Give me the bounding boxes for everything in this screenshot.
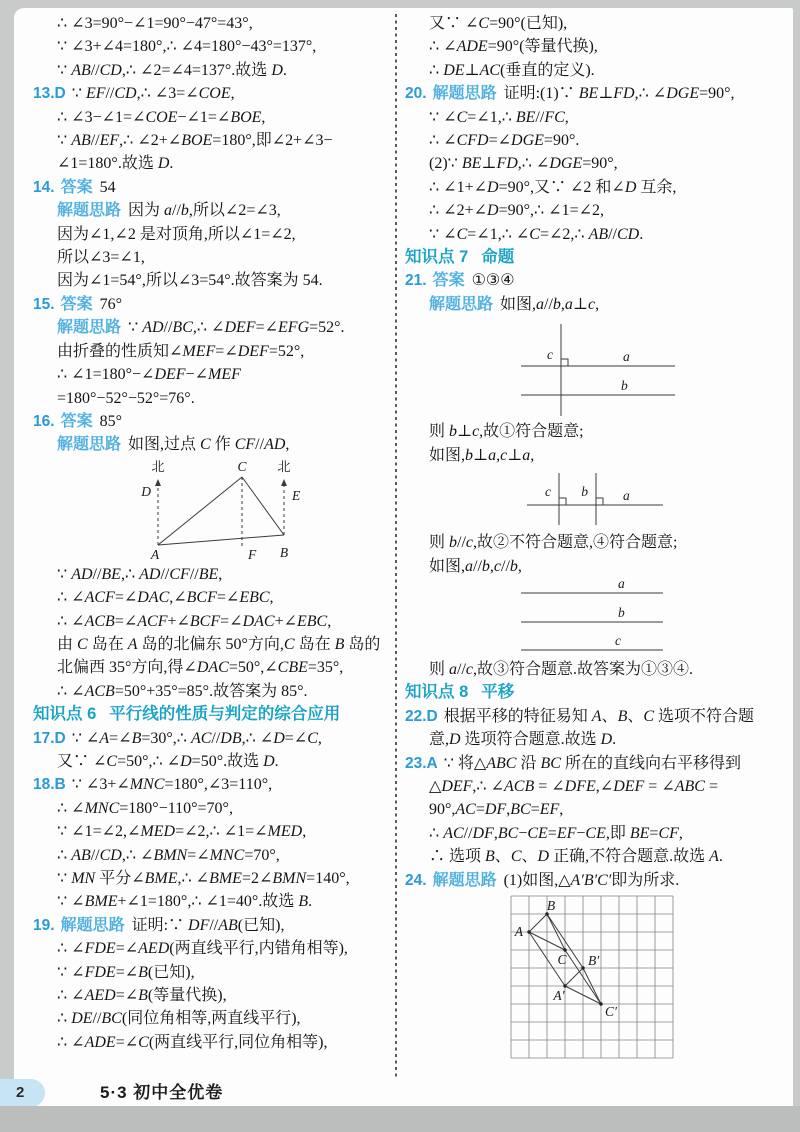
- solution-text: 90°,AC=DF,BC=EF,: [429, 801, 564, 819]
- solution-text: ∵ ∠A=∠B=30°,∴ AC//DB,∴ ∠D=∠C,: [71, 729, 322, 747]
- knowledge-point-title: 命题: [481, 248, 515, 267]
- svg-text:C′: C′: [605, 1003, 617, 1019]
- solution-text: ∠1=180°.故选 D.: [57, 155, 174, 173]
- solution-line: [405, 822, 791, 845]
- solution-text: =180°−52°−52°=76°.: [57, 389, 195, 407]
- knowledge-point-title: 平移: [481, 683, 515, 702]
- solution-text: 则 b//c,故②不符合题意,④符合题意;: [429, 534, 678, 552]
- solution-text: ∴ AB//CD,∴ ∠BMN=∠MNC=70°,: [57, 846, 280, 864]
- solution-line: [33, 890, 389, 913]
- solution-line: [405, 223, 791, 246]
- solution-label: 解题思路: [432, 871, 497, 889]
- item-number: 22.D: [405, 707, 438, 725]
- solution-line: [33, 937, 389, 960]
- solution-text: △DEF,∴ ∠ACB = ∠DFE,∠DEF = ∠ABC =: [429, 777, 718, 795]
- solution-line: [33, 680, 389, 703]
- solution-label: 解题思路: [60, 916, 125, 934]
- solution-line: [33, 563, 389, 586]
- page-number-badge: [0, 1079, 45, 1107]
- solution-text: 又∵ ∠C=90°(已知),: [429, 15, 568, 32]
- solution-line: [405, 35, 791, 58]
- svg-text:b: b: [621, 378, 628, 394]
- solution-line: [405, 531, 791, 554]
- solution-line: [405, 845, 791, 868]
- solution-text: 如图,过点 C 作 CF//AD,: [128, 436, 290, 454]
- solution-line: [405, 82, 791, 105]
- item-number: 16.: [33, 412, 55, 430]
- svg-text:B′: B′: [588, 952, 600, 968]
- solution-line: [405, 269, 791, 292]
- figure-bearing-wrap: [128, 459, 389, 561]
- solution-text: 54: [99, 178, 116, 196]
- solution-line: [33, 844, 389, 867]
- solution-line: [33, 387, 389, 410]
- solution-text: ∴ ∠3=90°−∠1=90°−47°=43°,: [57, 15, 253, 32]
- solution-line: [33, 914, 389, 937]
- solution-label: 解题思路: [57, 202, 122, 220]
- solution-line: [405, 199, 791, 222]
- solution-text: ∵ AD//BE,∴ AD//CF//BE,: [57, 565, 223, 583]
- solution-text: ∴ DE//BC(同位角相等,两直线平行),: [57, 1010, 301, 1028]
- svg-text:A: A: [150, 546, 160, 561]
- page-footer: [14, 1079, 793, 1107]
- svg-text:b: b: [581, 484, 588, 500]
- figure-perp2: [523, 469, 673, 529]
- solution-text: ∴ ∠1=180°−∠DEF−∠MEF: [57, 366, 241, 384]
- solution-text: ∵ ∠3+∠4=180°,∴ ∠4=180°−43°=137°,: [57, 38, 317, 56]
- solution-line: [405, 129, 791, 152]
- solution-text: 北偏西 35°方向,得∠DAC=50°,∠CBE=35°,: [57, 659, 344, 677]
- figure-grid-wrap: [509, 894, 791, 1060]
- solution-text: ∵ ∠C=∠1,∴ BE//FC,: [429, 108, 569, 126]
- bottom-frame-bar: [0, 1106, 800, 1132]
- svg-text:北: 北: [277, 458, 291, 474]
- solution-text: (2)∵ BE⊥FD,∴ ∠DGE=90°,: [429, 155, 618, 173]
- knowledge-point-number: 知识点 8: [405, 683, 469, 702]
- solution-line: [33, 129, 389, 152]
- svg-text:F: F: [248, 546, 257, 561]
- solution-text: 则 b⊥c,故①符合题意;: [429, 423, 584, 441]
- item-number: 14.: [33, 178, 55, 196]
- solution-line: [33, 152, 389, 175]
- solution-text: ∴ ∠MNC=180°−110°=70°,: [57, 799, 233, 817]
- solution-text: ∵ AD//BC,∴ ∠DEF=∠EFG=52°.: [128, 319, 345, 337]
- solution-text: ∵ ∠BME+∠1=180°,∴ ∠1=40°.故选 B.: [57, 893, 313, 911]
- solution-text: 又∵ ∠C=50°,∴ ∠D=50°.故选 D.: [57, 752, 279, 770]
- item-number: 19.: [33, 916, 55, 934]
- solution-line: [33, 246, 389, 269]
- solution-line: [405, 293, 791, 316]
- figure-par3-wrap: [518, 580, 791, 656]
- solution-text: ∵ 将△ABC 沿 BC 所在的直线向右平移得到: [443, 754, 741, 772]
- solution-text: ∴ DE⊥AC(垂直的定义).: [429, 61, 595, 79]
- solution-line: [405, 106, 791, 129]
- svg-text:D: D: [141, 483, 151, 499]
- knowledge-point-number: 知识点 6: [33, 705, 97, 724]
- solution-text: ∴ ∠ACF=∠DAC,∠BCF=∠EBC,: [57, 589, 274, 607]
- item-number: 15.: [33, 295, 55, 313]
- solution-text: 因为∠1,∠2 是对顶角,所以∠1=∠2,: [57, 225, 296, 243]
- item-number: 17.D: [33, 729, 66, 747]
- figure-par3: [518, 580, 668, 656]
- solution-line: [405, 420, 791, 443]
- solution-line: [33, 820, 389, 843]
- solution-text: 由折叠的性质知∠MEF=∠DEF=52°,: [57, 342, 305, 360]
- solution-text: ∴ AC//DF,BC−CE=EF−CE,即 BE=CF,: [429, 824, 683, 842]
- solution-text: 因为 a//b,所以∠2=∠3,: [128, 202, 281, 220]
- solution-text: 如图,b⊥a,c⊥a,: [429, 446, 535, 464]
- solution-line: [33, 59, 389, 82]
- solution-text: 所以∠3=∠1,: [57, 249, 145, 267]
- solution-text: 76°: [99, 295, 122, 313]
- solution-text: 因为∠1=54°,所以∠3=54°.故答案为 54.: [57, 272, 323, 290]
- solution-label: 答案: [432, 272, 465, 290]
- solution-line: [33, 363, 389, 386]
- solution-line: [405, 752, 791, 775]
- svg-text:北: 北: [151, 458, 165, 474]
- item-number: 24.: [405, 871, 427, 889]
- figure-perp1-wrap: [513, 318, 791, 418]
- solution-line: [33, 797, 389, 820]
- item-number: 18.B: [33, 776, 66, 794]
- figure-perp2-wrap: [523, 469, 791, 529]
- solution-text: 意,D 选项符合题意.故选 D.: [429, 731, 617, 749]
- solution-line: [33, 984, 389, 1007]
- solution-text: ∴ ∠CFD=∠DGE=90°.: [429, 132, 580, 150]
- figure-perp1: [513, 318, 683, 418]
- solution-text: ∵ AB//CD,∴ ∠2=∠4=137°.故选 D.: [57, 61, 287, 79]
- solution-text: ∵ AB//EF,∴ ∠2+∠BOE=180°,即∠2+∠3−: [57, 132, 333, 150]
- solution-text: ∵ ∠C=∠1,∴ ∠C=∠2,∴ AB//CD.: [429, 225, 644, 243]
- solution-label: 解题思路: [429, 295, 494, 313]
- solution-line: [33, 727, 389, 750]
- solution-line: [33, 610, 389, 633]
- item-number: 13.D: [33, 85, 66, 103]
- solution-line: [405, 444, 791, 467]
- knowledge-point-header: [405, 681, 791, 704]
- solution-text: 则 a//c,故③符合题意.故答案为①③④.: [429, 660, 694, 678]
- solution-line: [33, 82, 389, 105]
- svg-text:a: a: [618, 579, 625, 591]
- solution-line: [33, 1031, 389, 1054]
- solution-line: [405, 555, 791, 578]
- solution-text: 证明:(1)∵ BE⊥FD,∴ ∠DGE=90°,: [503, 85, 735, 103]
- solution-text: ∵ EF//CD,∴ ∠3=∠COE,: [71, 85, 235, 103]
- solution-label: 解题思路: [432, 85, 497, 103]
- figure-bearing: [128, 459, 328, 561]
- solution-line: [33, 410, 389, 433]
- solution-label: 答案: [60, 295, 93, 313]
- solution-text: ∴ ∠FDE=∠AED(两直线平行,内错角相等),: [57, 940, 348, 958]
- solution-text: ∴ ∠3−∠1=∠COE−∠1=∠BOE,: [57, 108, 266, 126]
- solution-label: 解题思路: [57, 436, 122, 454]
- svg-text:E: E: [292, 487, 301, 503]
- solution-line: [33, 1007, 389, 1030]
- solution-text: 根据平移的特征易知 A、B、C 选项不符合题: [443, 707, 755, 725]
- knowledge-point-number: 知识点 7: [405, 248, 469, 267]
- solution-line: [33, 867, 389, 890]
- solution-line: [405, 869, 791, 892]
- svg-text:A: A: [514, 923, 523, 939]
- knowledge-point-header: [33, 703, 389, 726]
- solution-label: 答案: [60, 178, 93, 196]
- column-divider: [395, 14, 397, 1078]
- solution-line: [33, 106, 389, 129]
- solution-text: ∵ ∠FDE=∠B(已知),: [57, 963, 195, 981]
- solution-text: ∴ ∠AED=∠B(等量代换),: [57, 987, 227, 1005]
- solution-line: [33, 176, 389, 199]
- knowledge-point-title: 平行线的性质与判定的综合应用: [109, 705, 341, 724]
- solution-line: [33, 340, 389, 363]
- solution-line: [405, 152, 791, 175]
- solution-text: 如图,a//b,c//b,: [429, 557, 522, 575]
- solution-line: [405, 12, 791, 35]
- svg-text:B: B: [546, 897, 556, 913]
- solution-text: ①③④: [471, 272, 515, 290]
- solution-text: ∴ ∠2+∠D=90°,∴ ∠1=∠2,: [429, 202, 605, 220]
- solution-text: ∴ 选项 B、C、D 正确,不符合题意.故选 A.: [429, 848, 723, 866]
- svg-text:c: c: [615, 632, 621, 648]
- svg-text:B: B: [279, 544, 289, 560]
- solution-line: [405, 658, 791, 681]
- solution-line: [405, 705, 791, 728]
- solution-line: [33, 586, 389, 609]
- solution-line: [33, 35, 389, 58]
- solution-line: [33, 633, 389, 656]
- svg-text:A′: A′: [553, 987, 565, 1003]
- solution-line: [405, 798, 791, 821]
- solution-text: ∵ MN 平分∠BME,∴ ∠BME=2∠BMN=140°,: [57, 870, 350, 887]
- solution-line: [33, 656, 389, 679]
- solution-text: ∴ ∠ACB=50°+35°=85°.故答案为 85°.: [57, 682, 308, 700]
- svg-text:a: a: [623, 488, 630, 504]
- solution-label: 解题思路: [57, 319, 122, 337]
- knowledge-point-header: [405, 246, 791, 269]
- solution-line: [405, 59, 791, 82]
- solution-text: ∴ ∠ACB=∠ACF+∠BCF=∠DAC+∠EBC,: [57, 612, 332, 630]
- solution-text: (1)如图,△A′B′C′即为所求.: [503, 871, 680, 889]
- right-column: [405, 12, 791, 1062]
- solution-line: [33, 961, 389, 984]
- solution-text: ∵ ∠3+∠MNC=180°,∠3=110°,: [71, 776, 273, 794]
- solution-text: ∴ ∠1+∠D=90°,又∵ ∠2 和∠D 互余,: [429, 178, 677, 196]
- solution-line: [33, 293, 389, 316]
- solution-line: [405, 775, 791, 798]
- solution-text: 如图,a//b,a⊥c,: [500, 295, 600, 313]
- solution-text: 85°: [99, 412, 122, 430]
- item-number: 23.A: [405, 754, 438, 772]
- solution-line: [33, 316, 389, 339]
- svg-text:C: C: [237, 458, 247, 474]
- solution-text: 证明:∵ DF//AB(已知),: [131, 916, 285, 934]
- solution-line: [405, 728, 791, 751]
- solution-line: [405, 176, 791, 199]
- solution-line: [33, 269, 389, 292]
- solution-line: [33, 12, 389, 35]
- svg-text:c: c: [547, 347, 553, 363]
- svg-text:C: C: [557, 951, 567, 967]
- figure-grid: [509, 894, 675, 1060]
- left-column: [33, 12, 389, 1054]
- solution-text: ∴ ∠ADE=90°(等量代换),: [429, 38, 598, 56]
- book-brand: 5·3 初中全优卷: [100, 1083, 224, 1102]
- solution-line: [33, 223, 389, 246]
- svg-text:c: c: [545, 484, 551, 500]
- solution-line: [33, 433, 389, 456]
- item-number: 20.: [405, 85, 427, 103]
- solution-line: [33, 750, 389, 773]
- svg-text:b: b: [618, 604, 625, 620]
- answer-page: [14, 8, 793, 1106]
- solution-text: ∵ ∠1=∠2,∠MED=∠2,∴ ∠1=∠MED,: [57, 823, 307, 841]
- solution-line: [33, 773, 389, 796]
- item-number: 21.: [405, 272, 427, 290]
- solution-label: 答案: [60, 412, 93, 430]
- svg-text:a: a: [623, 349, 630, 365]
- solution-text: 由 C 岛在 A 岛的北偏东 50°方向,C 岛在 B 岛的: [57, 635, 381, 653]
- solution-text: ∴ ∠ADE=∠C(两直线平行,同位角相等),: [57, 1033, 328, 1051]
- solution-line: [33, 199, 389, 222]
- page-number: 2: [16, 1084, 25, 1101]
